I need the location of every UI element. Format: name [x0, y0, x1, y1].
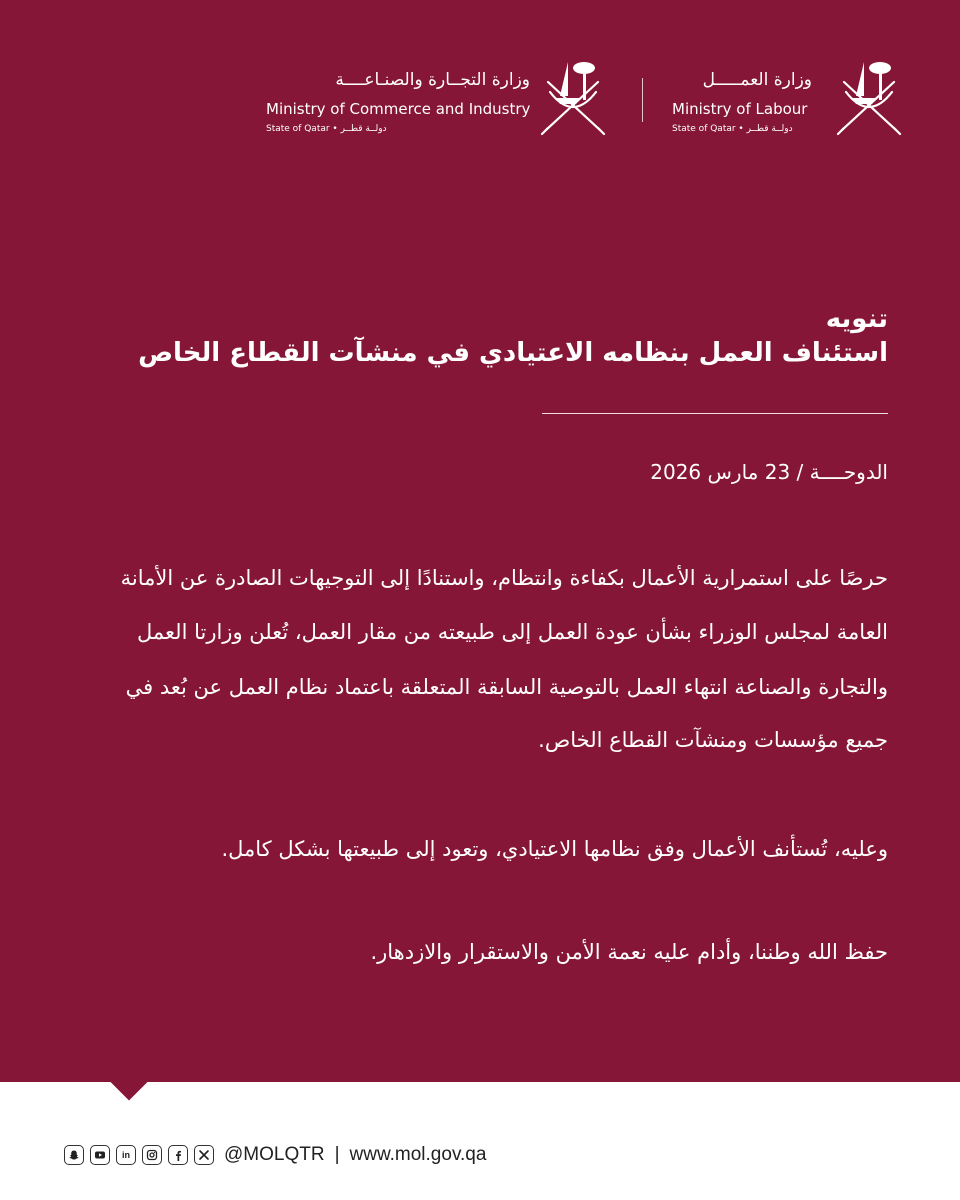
title-rule: [542, 413, 888, 414]
x-icon[interactable]: [194, 1145, 214, 1165]
body-para3: حفظ الله وطننا، وأدام عليه نعمة الأمن والاستقرار والازدهار.: [370, 940, 888, 964]
labour-logo: [668, 52, 918, 142]
labour-state: State of Qatar • دولــة قطــر: [672, 124, 793, 134]
notice-label: تنويه: [825, 304, 888, 334]
commerce-logo: [262, 52, 602, 142]
facebook-icon[interactable]: [168, 1145, 188, 1165]
body-para1-line4: جميع مؤسسات ومنشآت القطاع الخاص.: [538, 728, 888, 752]
date-line: الدوحــــة / 23 مارس 2026: [650, 460, 888, 484]
labour-name-ar: وزارة العمـــــل: [702, 70, 812, 90]
qatar-emblem-icon: [538, 52, 608, 140]
social-handle[interactable]: @MOLQTR: [224, 1144, 325, 1165]
youtube-icon[interactable]: [90, 1145, 110, 1165]
commerce-state: State of Qatar • دولــة قطــر: [266, 124, 387, 134]
body-para1-line2: العامة لمجلس الوزراء بشأن عودة العمل إلى طبيعته من مقار العمل، تُعلن وزارتا العمل: [137, 620, 888, 644]
body-para2: وعليه، تُستأنف الأعمال وفق نظامها الاعتيادي، وتعود إلى طبيعتها بشكل كامل.: [221, 837, 888, 861]
logo-divider: [642, 78, 643, 122]
website-link[interactable]: www.mol.gov.qa: [349, 1144, 487, 1165]
instagram-icon[interactable]: [142, 1145, 162, 1165]
notice-title: استئناف العمل بنظامه الاعتيادي في منشآت القطاع الخاص: [138, 338, 888, 368]
body-para1-line3: والتجارة والصناعة انتهاء العمل بالتوصية السابقة المتعلقة باعتماد نظام العمل عن بُعد في: [125, 675, 888, 699]
commerce-name-ar: وزارة التجــارة والصنـاعــــة: [335, 70, 530, 90]
snapchat-icon[interactable]: [64, 1145, 84, 1165]
linkedin-icon[interactable]: in: [116, 1145, 136, 1165]
footer: [64, 1140, 486, 1170]
commerce-name-en: Ministry of Commerce and Industry: [266, 100, 531, 118]
qatar-emblem-icon: [834, 52, 904, 140]
labour-name-en: Ministry of Labour: [672, 100, 808, 118]
body-para1-line1: حرصًا على استمرارية الأعمال بكفاءة وانتظام، واستنادًا إلى التوجيهات الصادرة عن الأمانة: [120, 566, 888, 590]
footer-separator: |: [334, 1144, 340, 1165]
